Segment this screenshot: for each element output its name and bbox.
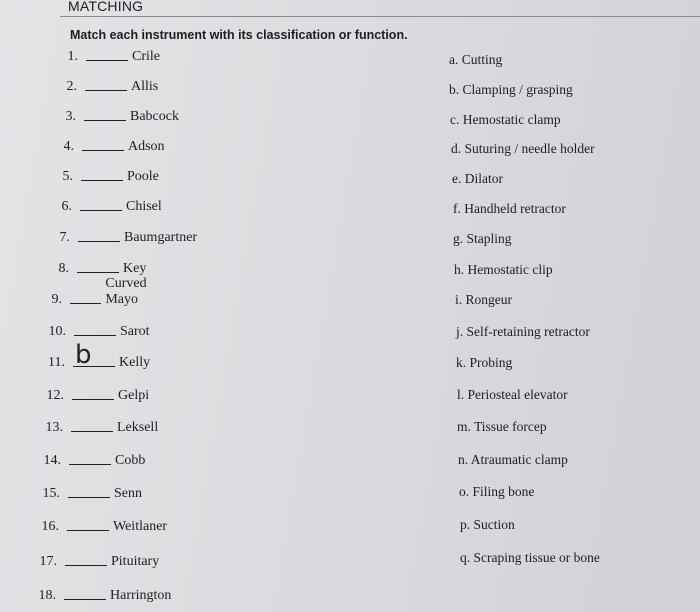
- question-number: 12.: [46, 388, 64, 403]
- answer-choice: n. Atraumatic clamp: [458, 452, 568, 467]
- question-number: 16.: [41, 519, 59, 534]
- instrument-name: Kelly: [119, 355, 151, 370]
- handwritten-answer: b: [75, 340, 92, 370]
- question-row: [53, 75, 158, 95]
- answer-choice: a. Cutting: [449, 52, 503, 67]
- question-number: 18.: [38, 588, 56, 603]
- answer-blank[interactable]: [77, 271, 119, 273]
- answer-blank[interactable]: [65, 564, 107, 566]
- question-row: [49, 165, 159, 185]
- instrument-name: Babcock: [130, 109, 179, 124]
- question-row: [37, 449, 145, 469]
- question-number: 17.: [39, 554, 57, 569]
- header-divider: [60, 16, 700, 17]
- question-number: 8.: [58, 261, 69, 276]
- answer-blank[interactable]: [64, 598, 106, 600]
- instrument-name: Harrington: [110, 588, 172, 603]
- answer-blank[interactable]: [78, 240, 120, 242]
- question-number: 9.: [51, 292, 62, 307]
- instrument-name: Pituitary: [111, 554, 160, 569]
- answer-blank[interactable]: [71, 430, 113, 432]
- answer-choice: l. Periosteal elevator: [457, 387, 568, 402]
- instrument-name: Sarot: [120, 324, 150, 339]
- question-row: [41, 340, 151, 371]
- question-row: [50, 135, 165, 155]
- instrument-name: Allis: [131, 79, 159, 94]
- instrument-name: Chisel: [126, 199, 162, 214]
- answer-choice: h. Hemostatic clip: [454, 262, 553, 277]
- question-number: 14.: [43, 453, 61, 468]
- question-number: 4.: [63, 139, 74, 154]
- answer-choice: i. Rongeur: [455, 292, 512, 307]
- answer-choice: m. Tissue forcep: [457, 419, 547, 434]
- instructions: Match each instrument with its classification or function.: [70, 28, 408, 42]
- answer-blank[interactable]: [80, 209, 122, 211]
- answer-blank[interactable]: [86, 59, 128, 61]
- question-number: 3.: [65, 109, 76, 124]
- instrument-name: Senn: [114, 486, 142, 501]
- question-number: 11.: [48, 355, 65, 370]
- instrument-name: Adson: [128, 139, 165, 154]
- answer-choice: e. Dilator: [452, 171, 503, 186]
- question-row: [42, 320, 150, 340]
- question-row: [36, 482, 142, 502]
- question-row: [40, 384, 149, 404]
- answer-blank[interactable]: [81, 179, 123, 181]
- answer-blank[interactable]: [84, 119, 126, 121]
- instrument-name: Gelpi: [118, 388, 150, 403]
- instrument-name: Crile: [132, 49, 160, 64]
- answer-choice: f. Handheld retractor: [453, 201, 566, 216]
- answer-blank[interactable]: [68, 496, 110, 498]
- answer-choice: d. Suturing / needle holder: [451, 141, 595, 156]
- instrument-name: Leksell: [117, 420, 159, 435]
- question-row: [48, 195, 162, 215]
- question-number: 6.: [61, 199, 72, 214]
- answer-choice: j. Self-retaining retractor: [456, 324, 590, 339]
- question-number: 1.: [67, 49, 78, 64]
- question-number: 7.: [59, 230, 70, 245]
- answer-choice: g. Stapling: [453, 231, 512, 246]
- answer-choice: q. Scraping tissue or bone: [460, 550, 600, 565]
- section-title: MATCHING: [68, 0, 144, 14]
- answer-blank[interactable]: [69, 463, 111, 465]
- answer-choice: c. Hemostatic clamp: [450, 112, 561, 127]
- question-row: [54, 45, 160, 65]
- answer-blank[interactable]: [73, 340, 115, 370]
- question-number: 13.: [45, 420, 63, 435]
- instrument-name: Poole: [127, 169, 159, 184]
- answer-choice: k. Probing: [456, 355, 513, 370]
- question-number: 10.: [48, 324, 66, 339]
- answer-choice: o. Filing bone: [459, 484, 535, 499]
- answer-blank[interactable]: [72, 398, 114, 400]
- answer-blank[interactable]: [67, 529, 109, 531]
- question-number: 2.: [66, 79, 77, 94]
- question-row: [52, 105, 179, 125]
- instrument-name: Key: [123, 261, 147, 276]
- question-number: 5.: [62, 169, 73, 184]
- question-row: [44, 276, 163, 308]
- question-row: [33, 550, 159, 570]
- answer-blank[interactable]: [70, 302, 101, 304]
- question-row: [39, 416, 158, 436]
- answer-choice: p. Suction: [460, 517, 515, 532]
- answer-blank[interactable]: [82, 149, 124, 151]
- question-row: [46, 226, 197, 246]
- question-row: [32, 584, 171, 604]
- answer-choice: b. Clamping / grasping: [449, 82, 573, 97]
- question-number: 15.: [42, 486, 60, 501]
- answer-blank[interactable]: [74, 334, 116, 336]
- instrument-name: Cobb: [115, 453, 146, 468]
- question-row: [35, 515, 167, 535]
- question-row: [45, 257, 146, 277]
- instrument-name: Weitlaner: [113, 519, 168, 534]
- instrument-name: Baumgartner: [124, 230, 198, 245]
- instrument-name: Curved Mayo: [105, 276, 147, 307]
- answer-blank[interactable]: [85, 89, 127, 91]
